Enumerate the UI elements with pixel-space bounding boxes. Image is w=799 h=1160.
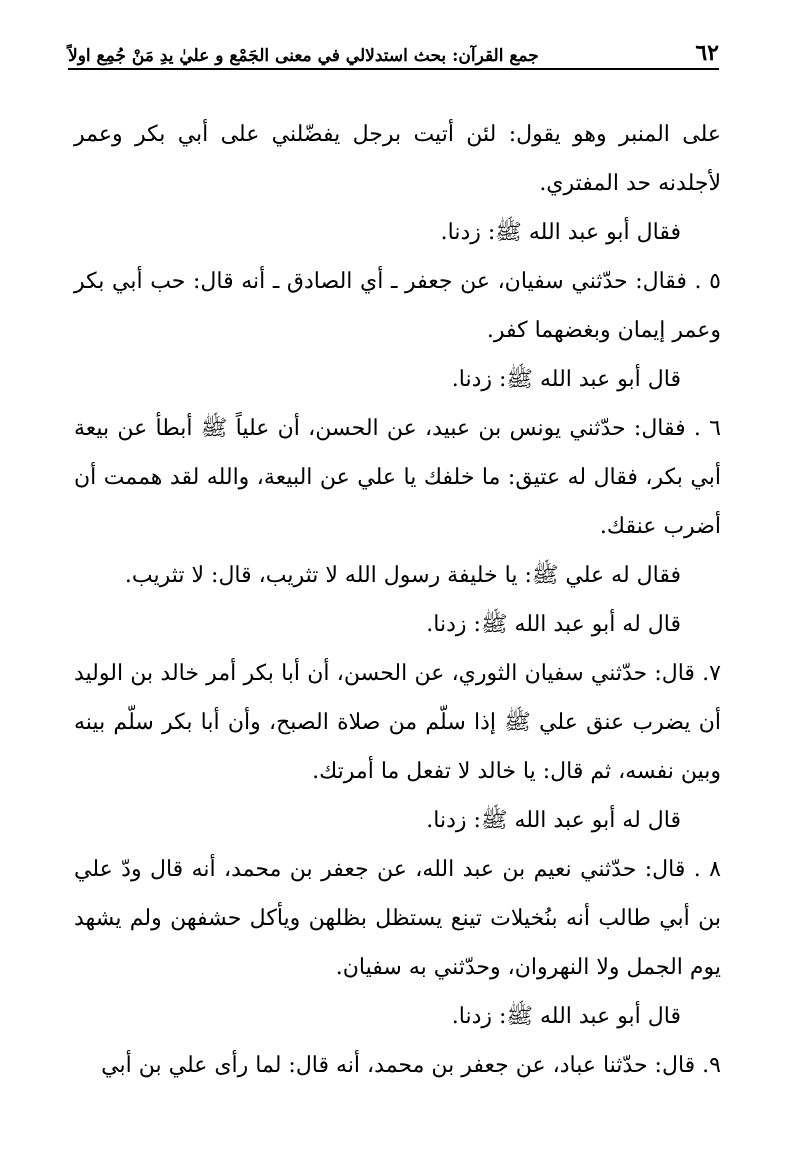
paragraph: قال له أبو عبد الله ﷺ: زدنا. — [426, 808, 681, 833]
paragraph: ٦ . فقال: حدّثني يونس بن عبيد، عن الحسن، أن علياً ﷺ أبطأ عن بيعة أبي بكر، فقال له عتيق: ما خلفك يا علي عن البيعة، والله لقد هممت أن أضرب عنقك. — [74, 416, 721, 539]
running-title: جمع القرآن: بحث استدلالي في معنى الجَمْع و عليٰ يدِ مَنْ جُمِع اولاً — [68, 46, 539, 66]
paragraph: فقال أبو عبد الله ﷺ: زدنا. — [440, 220, 681, 245]
paragraph: ٥ . فقال: حدّثني سفيان، عن جعفر ـ أي الصادق ـ أنه قال: حب أبي بكر وعمر إيمان وبغضهما كفر. — [74, 269, 721, 343]
paragraph: ٨ . قال: حدّثني نعيم بن عبد الله، عن جعفر بن محمد، أنه قال ودّ علي بن أبي طالب أنه بنُخيلات تينع يستظل بظلهن ويأكل حشفهن ولم يشهد يوم الجمل ولا النهروان، وحدّثني به سفيان. — [74, 857, 721, 980]
paragraph: ٧. قال: حدّثني سفيان الثوري، عن الحسن، أن أبا بكر أمر خالد بن الوليد أن يضرب عنق علي ﷺ إذا سلّم من صلاة الصبح، وأن أبا بكر سلّم بينه وبين نفسه، ثم قال: يا خالد لا تفعل ما أمرتك. — [74, 661, 721, 784]
page-body — [74, 110, 721, 1090]
paragraph: قال أبو عبد الله ﷺ: زدنا. — [451, 367, 681, 392]
paragraph: على المنبر وهو يقول: لئن أتيت برجل يفضّلني على أبي بكر وعمر لأجلدنه حد المفتري. — [74, 122, 721, 196]
page-header — [68, 30, 719, 70]
paragraph: فقال له علي ﷺ: يا خليفة رسول الله لا تثريب، قال: لا تثريب. — [124, 563, 681, 588]
paragraph: قال أبو عبد الله ﷺ: زدنا. — [451, 1004, 681, 1029]
paragraph: قال له أبو عبد الله ﷺ: زدنا. — [426, 612, 681, 637]
page-number: ٦٢ — [695, 40, 719, 66]
paragraph: ٩. قال: حدّثنا عباد، عن جعفر بن محمد، أنه قال: لما رأى علي بن أبي — [101, 1053, 721, 1078]
